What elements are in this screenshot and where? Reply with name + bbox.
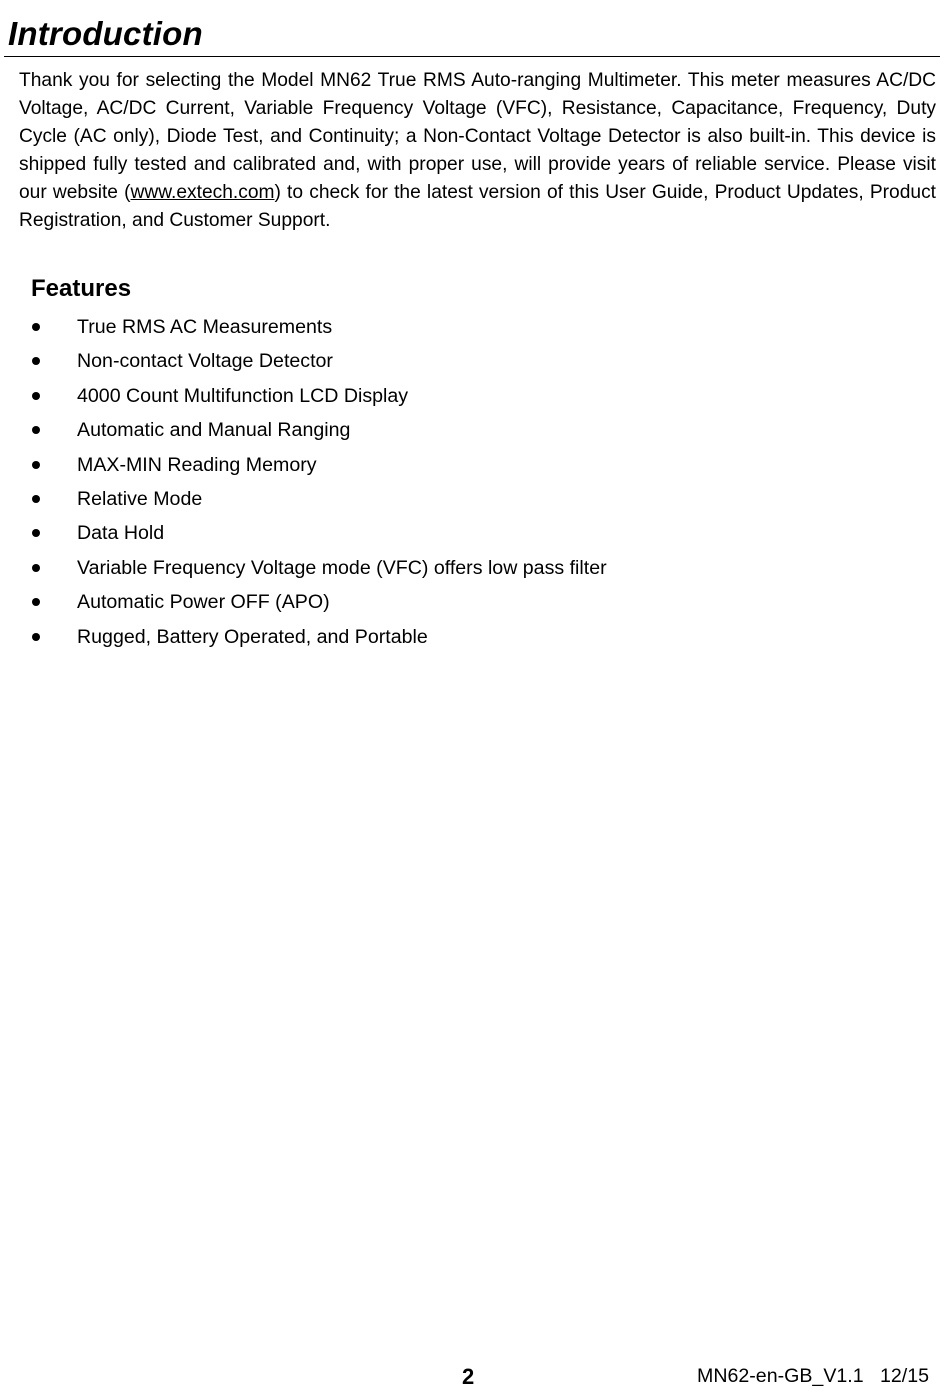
feature-text: True RMS AC Measurements	[77, 316, 333, 338]
list-item	[0, 346, 950, 380]
feature-list	[0, 312, 950, 656]
intro-text-after-link: ) to check for the latest version of this User Guide, Product Updates, Product Registration, and Customer Support.	[19, 182, 936, 231]
list-item	[0, 553, 950, 587]
bullet-icon	[32, 529, 40, 537]
list-item	[0, 484, 950, 518]
document-id: MN62-en-GB_V1.1 12/15	[697, 1365, 929, 1387]
list-item	[0, 381, 950, 415]
bullet-icon	[32, 495, 40, 503]
feature-text: Non-contact Voltage Detector	[77, 350, 333, 373]
feature-text: Automatic Power OFF (APO)	[77, 591, 330, 614]
bullet-icon	[32, 633, 40, 641]
bullet-icon	[32, 323, 40, 331]
list-item	[0, 587, 950, 621]
bullet-icon	[32, 461, 40, 469]
bullet-icon	[32, 426, 40, 434]
intro-paragraph	[19, 67, 936, 235]
feature-text: Relative Mode	[77, 487, 203, 510]
bullet-icon	[32, 598, 40, 606]
page-title: Introduction	[8, 15, 203, 52]
intro-text-before-link: Thank you for selecting the Model MN62 True RMS Auto-ranging Multimeter. This meter measures AC/DC Voltage, AC/DC Current, Variable Frequency Voltage (VFC), Resistance, Capacitance, Frequency, Duty Cycle (AC only), Diode Test, and Continuity; a Non-Contact Voltage Detector is also built-in. This device is shipped fully tested and calibrated and, with proper use, will provide years of reliable service. Please visit our website (	[19, 70, 936, 203]
title-divider	[4, 56, 940, 57]
feature-text: 4000 Count Multifunction LCD Display	[77, 384, 409, 407]
page-number: 2	[462, 1364, 475, 1389]
list-item	[0, 450, 950, 484]
list-item	[0, 312, 950, 346]
bullet-icon	[32, 357, 40, 365]
website-link[interactable]: www.extech.com	[130, 182, 275, 203]
features-heading: Features	[31, 275, 132, 302]
list-item	[0, 518, 950, 552]
list-item	[0, 415, 950, 449]
bullet-icon	[32, 392, 40, 400]
feature-text: Data Hold	[77, 522, 165, 545]
bullet-icon	[32, 564, 40, 572]
feature-text: Variable Frequency Voltage mode (VFC) offers low pass filter	[77, 556, 607, 579]
feature-text: Automatic and Manual Ranging	[77, 419, 351, 442]
list-item	[0, 622, 950, 656]
feature-text: Rugged, Battery Operated, and Portable	[77, 625, 428, 648]
feature-text: MAX-MIN Reading Memory	[77, 453, 317, 476]
